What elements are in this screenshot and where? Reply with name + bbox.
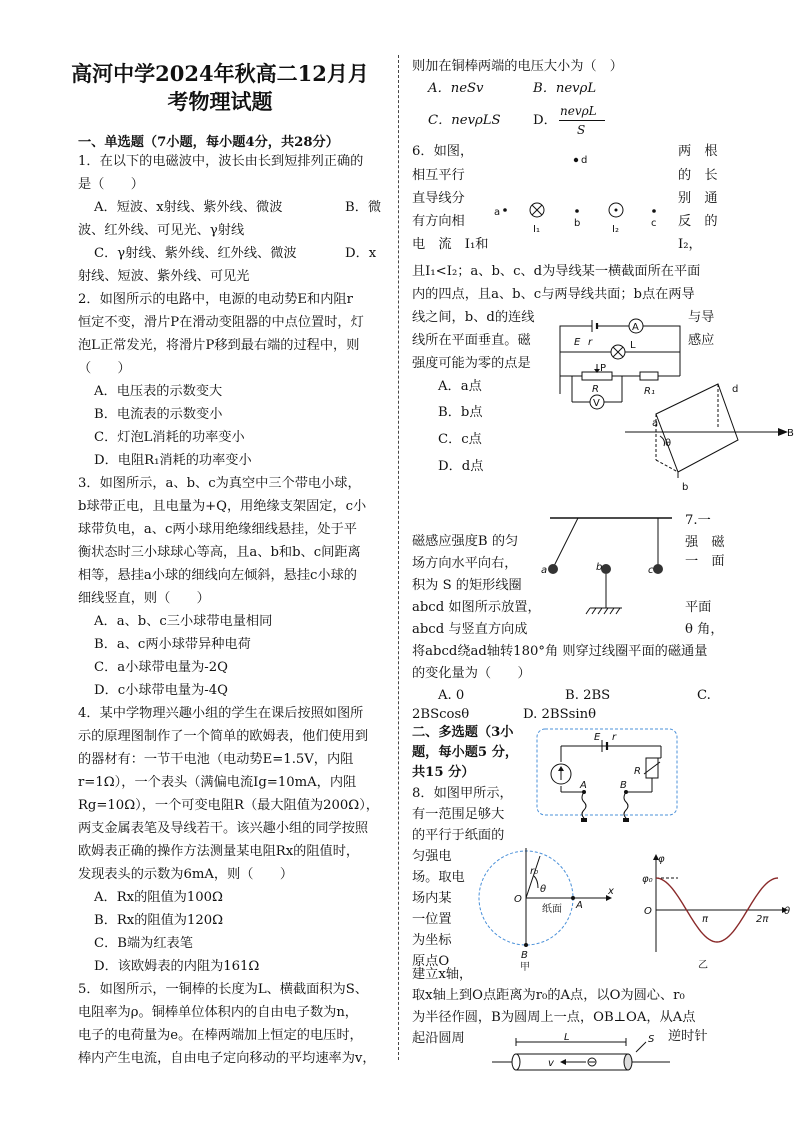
- q6-stem-1b: 两 根: [678, 144, 718, 159]
- q3-stem-2: b球带正电，且电量为+Q，用绝缘支架固定，c小: [78, 499, 367, 514]
- q4-stem-1: 4．某中学物理兴趣小组的学生在课后按照如图所: [78, 706, 364, 721]
- label-voltmeter: V: [593, 398, 600, 409]
- q6-option-c: C．c点: [438, 432, 482, 447]
- q6-stem-3b: 别 通: [678, 191, 718, 206]
- label-o: O: [514, 894, 522, 905]
- q6-stem-5b: I₂，: [678, 237, 702, 252]
- q5-option-a: A．neSv: [428, 81, 484, 96]
- label-paper: 纸面: [542, 904, 562, 915]
- q2-option-a: A．电压表的示数变大: [94, 384, 223, 399]
- probe-tip-b: [623, 818, 629, 822]
- section-multi-choice-3: 共15 分）: [412, 765, 475, 780]
- resistor-r1: [640, 372, 658, 380]
- q2-stem-1: 2．如图所示的电路中，电源的电动势E和内阻r: [78, 292, 353, 307]
- label-c: c: [651, 218, 657, 229]
- q5-stem-2: 电阻率为ρ。铜棒单位体积内的自由电子数为n，: [78, 1005, 358, 1020]
- label-e: E: [594, 732, 601, 743]
- q1-option-b-cont: 波、红外线、可见光、γ射线: [78, 223, 245, 238]
- q4-option-d: D．该欧姆表的内阻为161Ω: [94, 959, 260, 974]
- probe-tip-a: [581, 818, 587, 822]
- label-terminal-b: B: [620, 780, 627, 791]
- q1-option-c: C．γ射线、紫外线、红外线、微波: [94, 246, 297, 261]
- label-yi: 乙: [698, 960, 708, 971]
- probe-lead-a: [582, 792, 586, 818]
- ohmmeter-figure: [536, 728, 682, 820]
- label-lamp: L: [630, 340, 636, 351]
- q6-stem-9b: 感应: [688, 333, 715, 348]
- q7-side-1: 强 磁: [685, 535, 725, 550]
- label-ammeter: A: [632, 322, 639, 333]
- q5-stem-5: 则加在铜棒两端的电压大小为（ ）: [412, 59, 623, 74]
- label-jia: 甲: [520, 962, 530, 973]
- q5-option-d-denominator: S: [577, 123, 586, 137]
- label-s: S: [648, 1034, 655, 1045]
- q2-option-d: D．电阻R₁消耗的功率变小: [94, 453, 252, 468]
- section-multi-choice-1: 二、多选题（3小: [412, 725, 514, 740]
- q4-stem-5: Rg=10Ω），一个可变电阻R（最大阻值为200Ω），: [78, 798, 379, 813]
- q3-stem-1: 3．如图所示，a、b、c为真空中三个带电小球，: [78, 476, 361, 491]
- q6-stem-10: 强度可能为零的点是: [412, 356, 531, 371]
- label-c: c: [648, 565, 654, 576]
- q4-stem-8: 发现表头的示数为6mA，则（ ）: [78, 867, 294, 882]
- copper-rod-figure: [492, 1032, 672, 1078]
- q7-stem-5: abcd 与竖直方向成: [412, 622, 528, 637]
- section-single-choice: 一、单选题（7小题，每小题4分，共28分）: [78, 135, 339, 150]
- q5-option-d: D．: [533, 113, 557, 128]
- q4-option-c: C．B端为红表笔: [94, 936, 193, 951]
- label-r0: r₀: [530, 866, 539, 877]
- label-i2: I₂: [612, 224, 619, 235]
- q5-option-b: B．nevρL: [533, 81, 597, 96]
- q8-stem-10: 建立x轴，: [412, 967, 473, 982]
- q8-stem-13b: 逆时针: [668, 1029, 708, 1044]
- label-2pi: 2π: [756, 914, 769, 925]
- label-e: E: [574, 337, 581, 348]
- q7-stem-2: 场方向水平向右，: [412, 556, 518, 571]
- q3-stem-4: 衡状态时三小球球心等高，且a、b和b、c间距离: [78, 545, 361, 560]
- q8-stem-7: 一位置: [412, 912, 452, 927]
- q8-stem-13: 起沿圆周: [412, 1031, 465, 1046]
- ball-b: [601, 564, 611, 574]
- q6-stem-6: 且I₁<I₂；a、b、c、d为导线某一横截面所在平面: [412, 264, 701, 279]
- q2-stem-4: （ ）: [78, 361, 131, 376]
- q3-option-d: D．c小球带电量为-4Q: [94, 683, 228, 698]
- label-d: d: [581, 155, 588, 166]
- q7-stem-7: 的变化量为（ ）: [412, 666, 531, 681]
- label-a: a: [541, 565, 548, 576]
- point-b: [524, 943, 528, 947]
- q7-stem-1: 磁感应强度B 的匀: [412, 534, 519, 549]
- q2-option-c: C．灯泡L消耗的功率变小: [94, 430, 245, 445]
- q4-stem-3: 的器材有：一节干电池（电动势E=1.5V，内阻: [78, 752, 354, 767]
- q7-option-d: D. 2BSsinθ: [523, 707, 597, 722]
- q7-side-2: 一 面: [685, 554, 725, 569]
- q5-stem-1: 5．如图所示，一铜棒的长度为L、横截面积为S、: [78, 982, 368, 997]
- label-phi: φ: [658, 854, 665, 865]
- label-theta: θ: [540, 884, 547, 895]
- label-terminal-a: A: [580, 780, 587, 791]
- label-r-var: R: [634, 766, 641, 777]
- q2-stem-3: 泡L正常发光，将滑片P移到最右端的过程中，则: [78, 338, 360, 353]
- paper-title-line1: 高河中学2024年秋高二12月月: [71, 61, 369, 86]
- point-c: [652, 209, 656, 213]
- q1-option-a: A．短波、x射线、紫外线、微波: [94, 200, 283, 215]
- label-a: a: [652, 418, 659, 429]
- section-multi-choice-2: 题，每小题5 分，: [412, 745, 519, 760]
- q3-option-b: B．a、c两小球带异种电荷: [94, 637, 251, 652]
- q5-option-d-numerator: nevρL: [560, 104, 597, 118]
- q1-option-d-cont: 射线、短波、紫外线、可见光: [78, 269, 250, 284]
- point-a: [503, 208, 507, 212]
- q3-option-a: A．a、b、c三小球带电量相同: [94, 614, 273, 629]
- q4-stem-7: 欧姆表正确的操作方法测量某电阻Rx的阻值时，: [78, 844, 360, 859]
- q6-stem-2b: 的 长: [678, 168, 718, 183]
- q6-stem-3a: 直导线分: [412, 191, 465, 206]
- q7-option-c: C.: [697, 688, 711, 703]
- q1-option-d: D．x: [345, 246, 377, 261]
- point-d: [574, 158, 578, 162]
- field-circle-figure-jia: [474, 846, 614, 973]
- probe-lead-b: [624, 792, 628, 818]
- q6-option-a: A．a点: [438, 379, 482, 394]
- q8-stem-5: 场。取电: [412, 870, 465, 885]
- label-x: x: [608, 886, 614, 897]
- q6-option-d: D．d点: [438, 459, 484, 474]
- q3-stem-3: 球带负电，a、c两小球用绝缘细线悬挂，处于平: [78, 522, 357, 537]
- q8-stem-11: 取x轴上到O点距离为r₀的A点，以O为圆心、r₀: [412, 988, 685, 1003]
- q5-stem-3: 电子的电荷量为e。在棒两端加上恒定的电压时，: [78, 1028, 363, 1043]
- label-theta: θ: [784, 906, 791, 917]
- label-d: d: [732, 384, 739, 395]
- potential-graph-yi: [642, 852, 792, 970]
- q6-stem-8a: 线之间，b、d的连线: [412, 310, 535, 325]
- ball-a: [548, 564, 558, 574]
- label-i1: I₁: [533, 224, 540, 235]
- q8-stem-12: 为半径作圆，B为圆周上一点，OB⊥OA，从A点: [412, 1010, 696, 1025]
- q6-stem-8b: 与导: [688, 310, 715, 325]
- q4-stem-2: 示的原理图制作了一个简单的欧姆表，他们使用到: [78, 729, 369, 744]
- q6-stem-9a: 线所在平面垂直。磁: [412, 333, 531, 348]
- label-p: P: [600, 363, 607, 374]
- q7-option-a: A. 0: [438, 688, 465, 703]
- radius-r0: [526, 856, 540, 898]
- ball-c: [653, 564, 663, 574]
- q7-stem-6: 将abcd绕ad轴转180°角 则穿过线圈平面的磁通量: [412, 644, 708, 659]
- coil-figure-q7: [620, 380, 794, 495]
- q6-stem-4a: 有方向相: [412, 214, 465, 229]
- q1-option-b: B．微: [345, 200, 382, 215]
- paper-title-line2: 考物理试题: [167, 89, 273, 114]
- q4-stem-6: 两支金属表笔及导线若干。该兴趣小组的同学按照: [78, 821, 369, 836]
- q7-stem-4b: 平面: [685, 600, 712, 615]
- q7-stem-4: abcd 如图所示放置，: [412, 600, 541, 615]
- column-divider: [398, 55, 399, 1060]
- q3-stem-6: 细线竖直，则（ ）: [78, 591, 210, 606]
- q8-stem-2: 有一范围足够大: [412, 807, 505, 822]
- label-b: B: [521, 950, 528, 961]
- q7-stem-3: 积为 S 的矩形线圈: [412, 578, 522, 593]
- label-b: b: [574, 218, 581, 229]
- q1-stem-1: 1．在以下的电磁波中，波长由长到短排列正确的: [78, 154, 364, 169]
- label-pi: π: [702, 914, 709, 925]
- label-v: v: [548, 1058, 554, 1069]
- q8-stem-4: 匀强电: [412, 849, 452, 864]
- two-wires-figure: [490, 150, 670, 240]
- q6-stem-4b: 反 的: [678, 214, 718, 229]
- point-a: [571, 896, 575, 900]
- q4-stem-4: r=1Ω），一个表头（满偏电流Ig=10mA，内阻: [78, 775, 357, 790]
- coil-frame: [656, 384, 738, 472]
- q6-option-b: B．b点: [438, 405, 483, 420]
- label-l: L: [564, 1032, 570, 1043]
- q2-stem-2: 恒定不变，滑片P在滑动变阻器的中点位置时，灯: [78, 315, 364, 330]
- label-b: b: [682, 482, 689, 493]
- thread-a: [554, 518, 578, 566]
- label-r: r: [612, 732, 617, 743]
- q1-stem-2: 是（ ）: [78, 177, 144, 192]
- q8-stem-6: 场内某: [412, 891, 452, 906]
- q8-stem-1: 8．如图甲所示，: [412, 786, 513, 801]
- q8-stem-9: 原点O: [412, 954, 450, 969]
- q2-option-b: B．电流表的示数变小: [94, 407, 223, 422]
- q3-option-c: C．a小球带电量为-2Q: [94, 660, 228, 675]
- q4-option-b: B．Rx的阻值为120Ω: [94, 913, 224, 928]
- q5-fraction-bar: [559, 120, 605, 121]
- q3-stem-5: 相等，悬挂a小球的细线向左倾斜，悬挂c小球的: [78, 568, 357, 583]
- q6-stem-5a: 电 流 I₁和: [412, 237, 489, 252]
- label-phi0: φ₀: [642, 874, 653, 885]
- label-b: b: [596, 562, 603, 573]
- q7-option-c-cont: 2BScosθ: [412, 707, 470, 722]
- q8-stem-8: 为坐标: [412, 933, 452, 948]
- q7-option-b: B. 2BS: [565, 688, 611, 703]
- label-a: A: [576, 900, 583, 911]
- label-a: a: [494, 207, 501, 218]
- label-r: r: [588, 337, 593, 348]
- q7-stem-5b: θ 角，: [685, 622, 724, 637]
- label-b-field: B: [787, 428, 794, 439]
- q8-stem-3: 的平行于纸面的: [412, 828, 505, 843]
- point-b: [575, 209, 579, 213]
- rheostat: [582, 372, 612, 380]
- q6-stem-2a: 相互平行: [412, 168, 465, 183]
- q5-option-c: C．nevρLS: [428, 113, 501, 128]
- label-rheostat: R: [592, 384, 599, 395]
- label-r1: R₁: [644, 386, 655, 397]
- q5-stem-4: 棒内产生电流，自由电子定向移动的平均速率为v，: [78, 1051, 376, 1066]
- q6-stem-7: 内的四点，且a、b、c与两导线共面；b点在两导: [412, 287, 695, 302]
- q4-option-a: A．Rx的阻值为100Ω: [94, 890, 223, 905]
- label-theta: θ: [665, 438, 672, 449]
- q6-stem-1a: 6．如图，: [412, 144, 474, 159]
- charged-balls-figure: [540, 512, 680, 622]
- label-origin: O: [644, 906, 652, 917]
- q7-number: 7.一: [685, 513, 711, 528]
